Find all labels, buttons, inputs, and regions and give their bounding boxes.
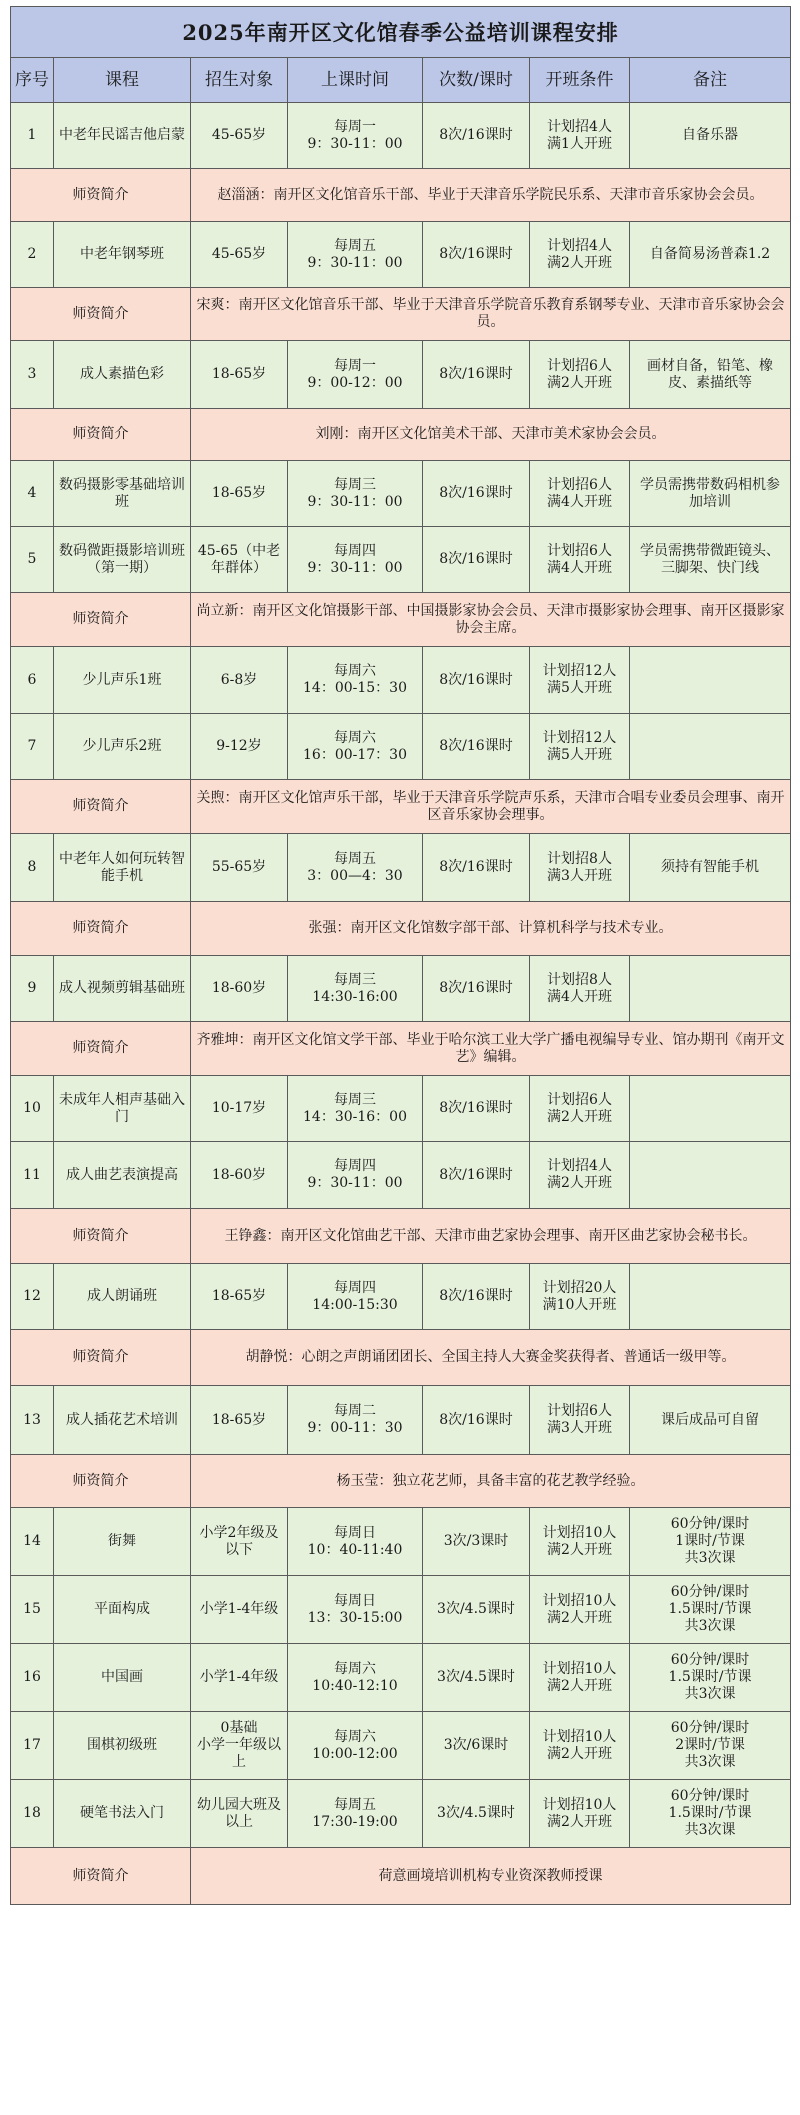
course-row xyxy=(11,1076,791,1142)
course-number: 17 xyxy=(11,1712,54,1780)
teacher-label: 师资简介 xyxy=(11,1455,191,1508)
course-sessions: 8次/16课时 xyxy=(423,103,530,169)
course-number: 8 xyxy=(11,834,54,902)
course-note xyxy=(630,714,791,780)
course-note: 画材自备，铅笔、橡皮、素描纸等 xyxy=(630,341,791,409)
course-row xyxy=(11,1712,791,1780)
course-number: 18 xyxy=(11,1780,54,1848)
course-number: 9 xyxy=(11,956,54,1022)
course-time: 每周一 9：30-11：00 xyxy=(288,103,423,169)
course-row xyxy=(11,461,791,527)
header-time: 上课时间 xyxy=(288,58,423,103)
course-sessions: 8次/16课时 xyxy=(423,527,530,593)
course-number: 4 xyxy=(11,461,54,527)
course-sessions: 3次/4.5课时 xyxy=(423,1644,530,1712)
course-name: 围棋初级班 xyxy=(54,1712,191,1780)
teacher-label: 师资简介 xyxy=(11,1848,191,1905)
course-row xyxy=(11,1508,791,1576)
course-time: 每周一 9：00-12：00 xyxy=(288,341,423,409)
course-name: 成人插花艺术培训 xyxy=(54,1386,191,1455)
course-number: 5 xyxy=(11,527,54,593)
course-name: 数码微距摄影培训班（第一期） xyxy=(54,527,191,593)
teacher-row xyxy=(11,409,791,461)
course-target: 18-60岁 xyxy=(191,956,288,1022)
course-time: 每周六 10:00-12:00 xyxy=(288,1712,423,1780)
course-condition: 计划招6人 满2人开班 xyxy=(530,341,630,409)
course-number: 2 xyxy=(11,222,54,288)
teacher-label: 师资简介 xyxy=(11,593,191,647)
teacher-row xyxy=(11,1455,791,1508)
teacher-row xyxy=(11,902,791,956)
teacher-description: 尚立新：南开区文化馆摄影干部、中国摄影家协会会员、天津市摄影家协会理事、南开区摄影家协会主席。 xyxy=(191,593,791,647)
course-name: 硬笔书法入门 xyxy=(54,1780,191,1848)
course-sessions: 8次/16课时 xyxy=(423,956,530,1022)
course-name: 平面构成 xyxy=(54,1576,191,1644)
course-time: 每周日 10：40-11:40 xyxy=(288,1508,423,1576)
teacher-label: 师资简介 xyxy=(11,1330,191,1386)
course-target: 45-65岁 xyxy=(191,103,288,169)
course-condition: 计划招10人 满2人开班 xyxy=(530,1780,630,1848)
course-target: 18-65岁 xyxy=(191,341,288,409)
course-sessions: 3次/4.5课时 xyxy=(423,1576,530,1644)
title-row xyxy=(11,7,791,58)
course-number: 12 xyxy=(11,1264,54,1330)
course-condition: 计划招12人 满5人开班 xyxy=(530,647,630,714)
course-time: 每周三 14：30-16：00 xyxy=(288,1076,423,1142)
course-name: 少儿声乐1班 xyxy=(54,647,191,714)
course-sessions: 8次/16课时 xyxy=(423,1264,530,1330)
course-name: 中老年民谣吉他启蒙 xyxy=(54,103,191,169)
teacher-label: 师资简介 xyxy=(11,409,191,461)
course-row xyxy=(11,1576,791,1644)
teacher-label: 师资简介 xyxy=(11,288,191,341)
course-row xyxy=(11,647,791,714)
course-note xyxy=(630,1142,791,1209)
course-name: 中老年人如何玩转智能手机 xyxy=(54,834,191,902)
page-title: 2025年南开区文化馆春季公益培训课程安排 xyxy=(11,7,791,58)
course-sessions: 3次/6课时 xyxy=(423,1712,530,1780)
course-note xyxy=(630,956,791,1022)
course-row xyxy=(11,1780,791,1848)
course-name: 成人朗诵班 xyxy=(54,1264,191,1330)
course-sessions: 8次/16课时 xyxy=(423,834,530,902)
course-condition: 计划招6人 满4人开班 xyxy=(530,527,630,593)
teacher-description: 赵淄涵：南开区文化馆音乐干部、毕业于天津音乐学院民乐系、天津市音乐家协会会员。 xyxy=(191,169,791,222)
course-target: 10-17岁 xyxy=(191,1076,288,1142)
course-condition: 计划招12人 满5人开班 xyxy=(530,714,630,780)
course-condition: 计划招4人 满2人开班 xyxy=(530,222,630,288)
course-target: 55-65岁 xyxy=(191,834,288,902)
course-number: 13 xyxy=(11,1386,54,1455)
course-time: 每周二 9：00-11：30 xyxy=(288,1386,423,1455)
course-condition: 计划招10人 满2人开班 xyxy=(530,1712,630,1780)
course-row xyxy=(11,103,791,169)
teacher-row xyxy=(11,780,791,834)
teacher-row xyxy=(11,593,791,647)
course-sessions: 8次/16课时 xyxy=(423,1142,530,1209)
teacher-description: 齐雅坤：南开区文化馆文学干部、毕业于哈尔滨工业大学广播电视编导专业、馆办期刊《南开文艺》编辑。 xyxy=(191,1022,791,1076)
course-note: 须持有智能手机 xyxy=(630,834,791,902)
header-target: 招生对象 xyxy=(191,58,288,103)
course-row xyxy=(11,956,791,1022)
course-note: 学员需携带数码相机参加培训 xyxy=(630,461,791,527)
course-row xyxy=(11,714,791,780)
course-target: 0基础 小学一年级以上 xyxy=(191,1712,288,1780)
course-number: 7 xyxy=(11,714,54,780)
course-time: 每周四 9：30-11：00 xyxy=(288,1142,423,1209)
course-row xyxy=(11,1264,791,1330)
course-sessions: 8次/16课时 xyxy=(423,461,530,527)
teacher-label: 师资简介 xyxy=(11,902,191,956)
course-row xyxy=(11,834,791,902)
course-note: 60分钟/课时 1.5课时/节课 共3次课 xyxy=(630,1780,791,1848)
course-time: 每周五 9：30-11：00 xyxy=(288,222,423,288)
course-time: 每周三 14:30-16:00 xyxy=(288,956,423,1022)
course-condition: 计划招4人 满1人开班 xyxy=(530,103,630,169)
course-name: 成人视频剪辑基础班 xyxy=(54,956,191,1022)
course-condition: 计划招8人 满3人开班 xyxy=(530,834,630,902)
course-target: 幼儿园大班及以上 xyxy=(191,1780,288,1848)
teacher-row xyxy=(11,1330,791,1386)
course-number: 14 xyxy=(11,1508,54,1576)
course-number: 16 xyxy=(11,1644,54,1712)
course-target: 18-65岁 xyxy=(191,1386,288,1455)
teacher-description: 宋爽：南开区文化馆音乐干部、毕业于天津音乐学院音乐教育系钢琴专业、天津市音乐家协会会员。 xyxy=(191,288,791,341)
course-target: 小学1-4年级 xyxy=(191,1644,288,1712)
course-note: 60分钟/课时 2课时/节课 共3次课 xyxy=(630,1712,791,1780)
course-row xyxy=(11,222,791,288)
course-note: 学员需携带微距镜头、三脚架、快门线 xyxy=(630,527,791,593)
teacher-description: 胡静悦：心朗之声朗诵团团长、全国主持人大赛金奖获得者、普通话一级甲等。 xyxy=(191,1330,791,1386)
course-time: 每周六 10:40-12:10 xyxy=(288,1644,423,1712)
course-sessions: 3次/4.5课时 xyxy=(423,1780,530,1848)
course-target: 小学2年级及以下 xyxy=(191,1508,288,1576)
course-sessions: 8次/16课时 xyxy=(423,1386,530,1455)
teacher-row xyxy=(11,1209,791,1264)
course-target: 18-60岁 xyxy=(191,1142,288,1209)
course-target: 18-65岁 xyxy=(191,461,288,527)
teacher-description: 杨玉莹：独立花艺师，具备丰富的花艺教学经验。 xyxy=(191,1455,791,1508)
course-row xyxy=(11,341,791,409)
course-row xyxy=(11,1644,791,1712)
teacher-row xyxy=(11,1022,791,1076)
course-sessions: 8次/16课时 xyxy=(423,647,530,714)
course-condition: 计划招4人 满2人开班 xyxy=(530,1142,630,1209)
course-note: 60分钟/课时 1.5课时/节课 共3次课 xyxy=(630,1576,791,1644)
course-time: 每周五 17:30-19:00 xyxy=(288,1780,423,1848)
course-target: 45-65岁 xyxy=(191,222,288,288)
teacher-description: 张强：南开区文化馆数字部干部、计算机科学与技术专业。 xyxy=(191,902,791,956)
course-target: 6-8岁 xyxy=(191,647,288,714)
course-condition: 计划招6人 满2人开班 xyxy=(530,1076,630,1142)
course-condition: 计划招20人 满10人开班 xyxy=(530,1264,630,1330)
course-condition: 计划招10人 满2人开班 xyxy=(530,1644,630,1712)
course-name: 未成年人相声基础入门 xyxy=(54,1076,191,1142)
course-name: 成人素描色彩 xyxy=(54,341,191,409)
teacher-label: 师资简介 xyxy=(11,1209,191,1264)
teacher-description: 王铮鑫：南开区文化馆曲艺干部、天津市曲艺家协会理事、南开区曲艺家协会秘书长。 xyxy=(191,1209,791,1264)
course-sessions: 8次/16课时 xyxy=(423,222,530,288)
course-time: 每周三 9：30-11：00 xyxy=(288,461,423,527)
course-name: 成人曲艺表演提高 xyxy=(54,1142,191,1209)
course-note xyxy=(630,1076,791,1142)
course-name: 中国画 xyxy=(54,1644,191,1712)
course-row xyxy=(11,527,791,593)
header-course: 课程 xyxy=(54,58,191,103)
teacher-row xyxy=(11,288,791,341)
teacher-label: 师资简介 xyxy=(11,1022,191,1076)
course-note xyxy=(630,1264,791,1330)
course-condition: 计划招10人 满2人开班 xyxy=(530,1508,630,1576)
course-sessions: 8次/16课时 xyxy=(423,714,530,780)
course-note: 自备乐器 xyxy=(630,103,791,169)
course-sessions: 3次/3课时 xyxy=(423,1508,530,1576)
course-target: 18-65岁 xyxy=(191,1264,288,1330)
course-number: 11 xyxy=(11,1142,54,1209)
teacher-label: 师资简介 xyxy=(11,169,191,222)
course-sessions: 8次/16课时 xyxy=(423,1076,530,1142)
teacher-description: 刘刚：南开区文化馆美术干部、天津市美术家协会会员。 xyxy=(191,409,791,461)
course-name: 街舞 xyxy=(54,1508,191,1576)
teacher-description: 关煦：南开区文化馆声乐干部，毕业于天津音乐学院声乐系，天津市合唱专业委员会理事、南开区音乐家协会理事。 xyxy=(191,780,791,834)
course-sessions: 8次/16课时 xyxy=(423,341,530,409)
course-note: 60分钟/课时 1.5课时/节课 共3次课 xyxy=(630,1644,791,1712)
course-target: 45-65（中老年群体） xyxy=(191,527,288,593)
course-target: 小学1-4年级 xyxy=(191,1576,288,1644)
header-row xyxy=(11,58,791,103)
course-number: 15 xyxy=(11,1576,54,1644)
course-condition: 计划招6人 满4人开班 xyxy=(530,461,630,527)
header-note: 备注 xyxy=(630,58,791,103)
course-row xyxy=(11,1386,791,1455)
course-number: 3 xyxy=(11,341,54,409)
course-time: 每周日 13：30-15:00 xyxy=(288,1576,423,1644)
course-number: 1 xyxy=(11,103,54,169)
teacher-description: 荷意画境培训机构专业资深教师授课 xyxy=(191,1848,791,1905)
header-sessions: 次数/课时 xyxy=(423,58,530,103)
course-condition: 计划招6人 满3人开班 xyxy=(530,1386,630,1455)
course-time: 每周五 3：00—4：30 xyxy=(288,834,423,902)
course-number: 10 xyxy=(11,1076,54,1142)
teacher-row xyxy=(11,1848,791,1905)
teacher-label: 师资简介 xyxy=(11,780,191,834)
header-no: 序号 xyxy=(11,58,54,103)
course-time: 每周六 16：00-17：30 xyxy=(288,714,423,780)
teacher-row xyxy=(11,169,791,222)
course-note xyxy=(630,647,791,714)
course-row xyxy=(11,1142,791,1209)
course-time: 每周六 14：00-15：30 xyxy=(288,647,423,714)
course-name: 中老年钢琴班 xyxy=(54,222,191,288)
course-note: 60分钟/课时 1课时/节课 共3次课 xyxy=(630,1508,791,1576)
course-condition: 计划招10人 满2人开班 xyxy=(530,1576,630,1644)
course-schedule-table xyxy=(10,6,791,1905)
course-note: 课后成品可自留 xyxy=(630,1386,791,1455)
course-condition: 计划招8人 满4人开班 xyxy=(530,956,630,1022)
course-target: 9-12岁 xyxy=(191,714,288,780)
course-note: 自备简易汤普森1.2 xyxy=(630,222,791,288)
course-time: 每周四 9：30-11：00 xyxy=(288,527,423,593)
course-number: 6 xyxy=(11,647,54,714)
course-name: 少儿声乐2班 xyxy=(54,714,191,780)
course-name: 数码摄影零基础培训班 xyxy=(54,461,191,527)
course-time: 每周四 14:00-15:30 xyxy=(288,1264,423,1330)
header-condition: 开班条件 xyxy=(530,58,630,103)
